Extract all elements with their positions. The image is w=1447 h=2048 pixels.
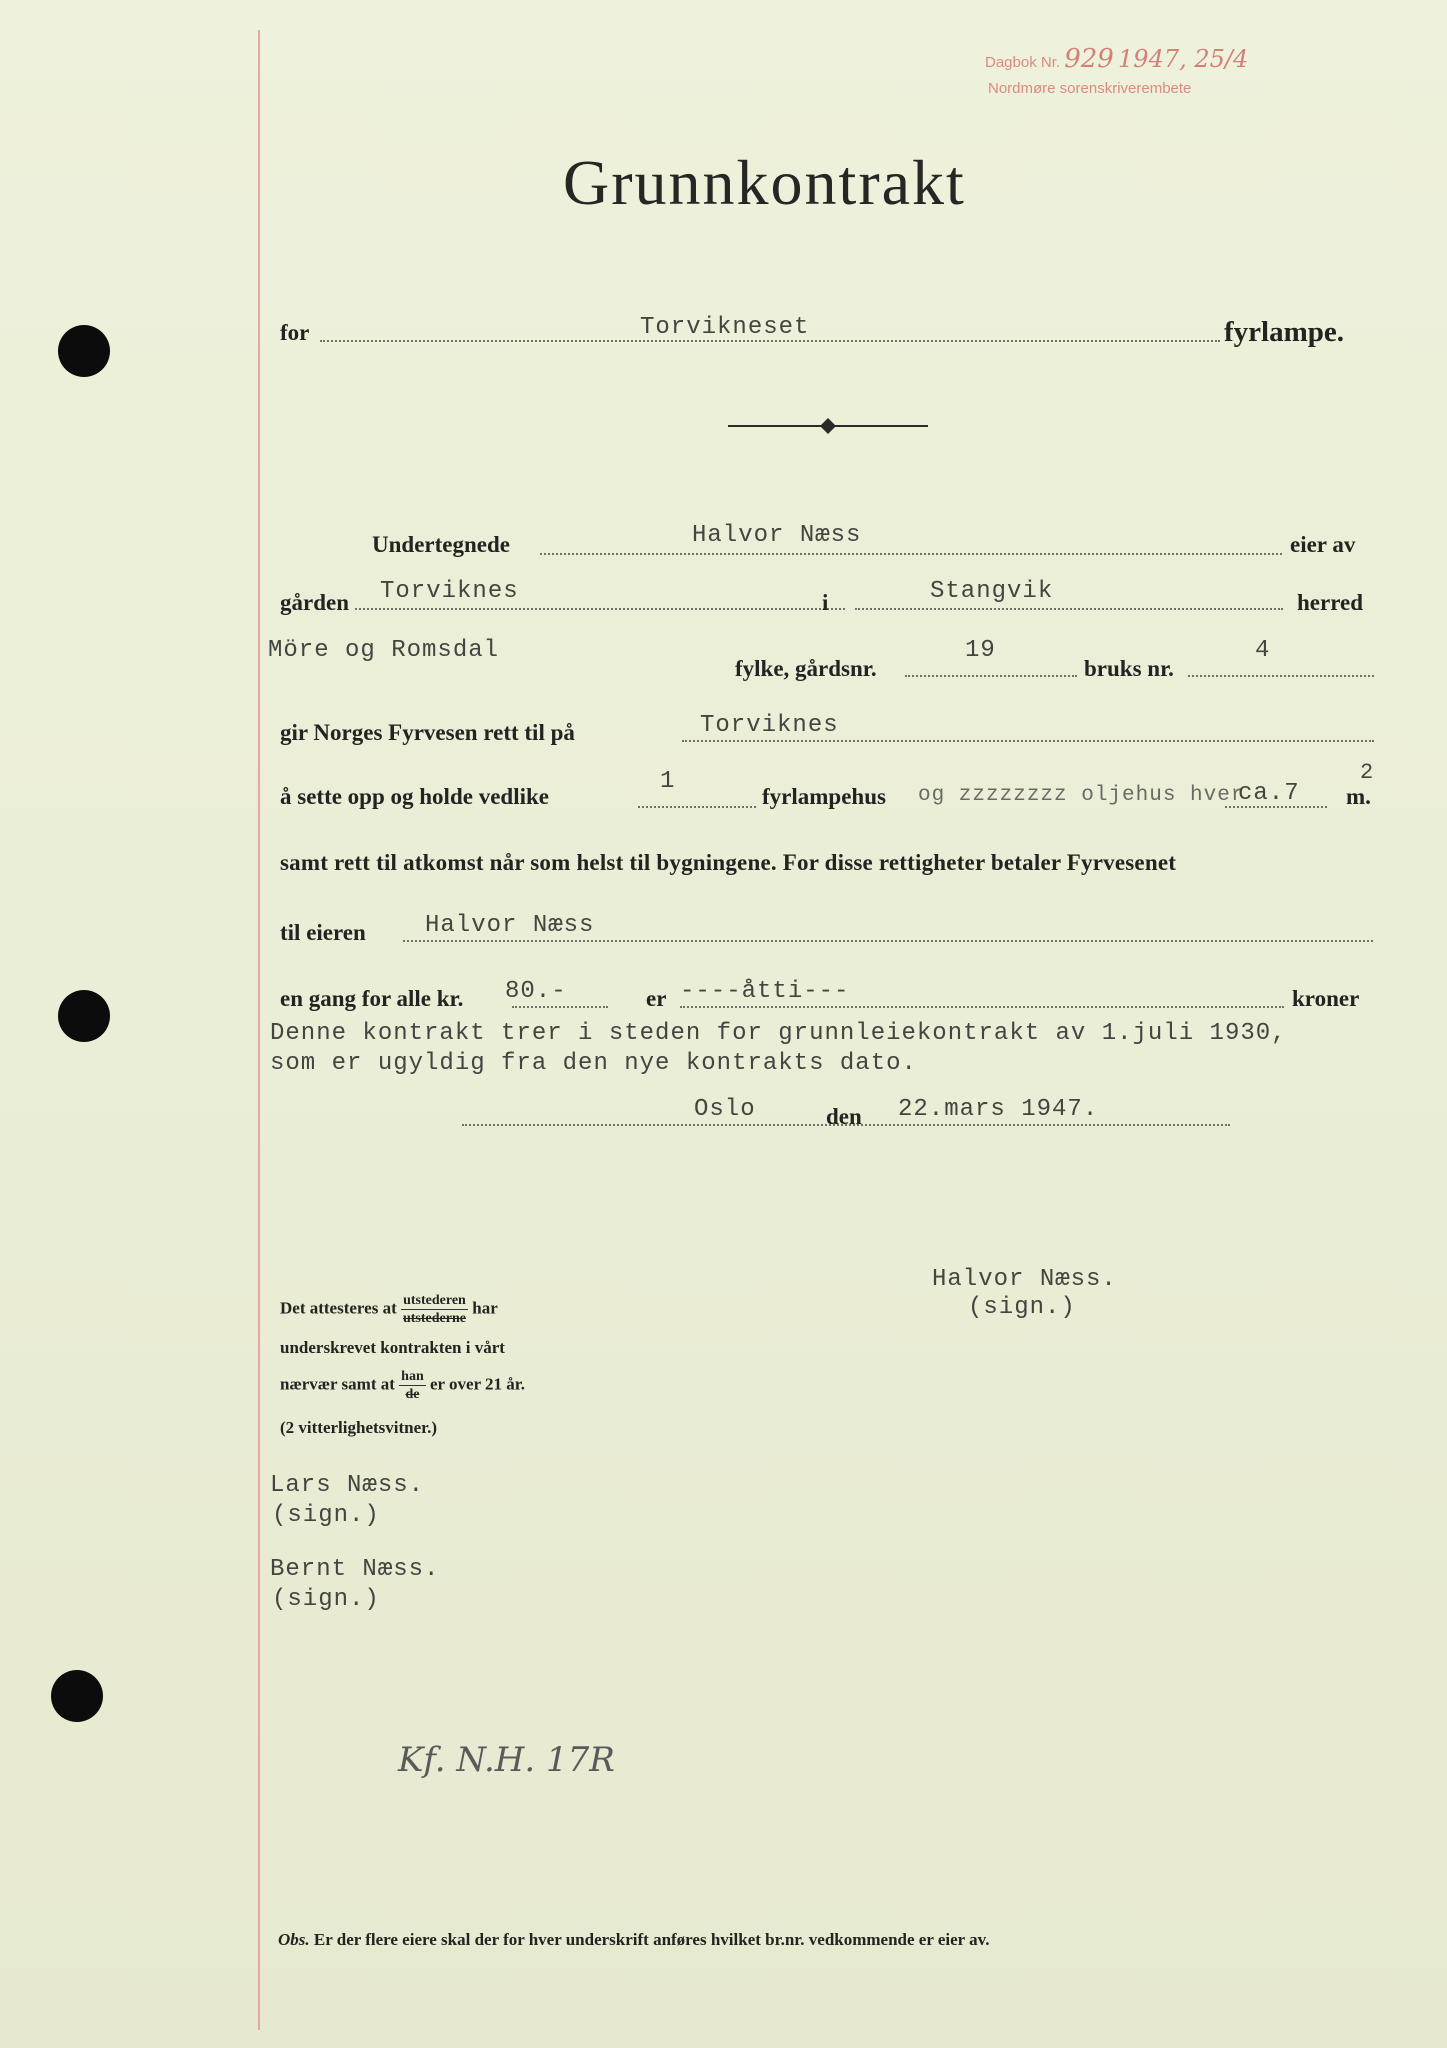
lighthouse-name: Torvikneset <box>640 314 810 341</box>
attest-presence: nærvær samt at <box>280 1374 395 1394</box>
bruksnr-label: bruks nr. <box>1084 656 1174 681</box>
payee-label: til eieren <box>280 920 366 945</box>
payment-words: ----åtti--- <box>680 978 850 1005</box>
stamp-label: Dagbok Nr. <box>985 54 1061 71</box>
owner-name: Halvor Næss <box>692 522 862 549</box>
garden-label: gården <box>280 590 349 615</box>
gardsnr-value: 19 <box>965 637 996 664</box>
owner-signature-name: Halvor Næss. <box>932 1266 1117 1293</box>
den-label: den <box>826 1104 862 1129</box>
punch-hole-bottom <box>51 1670 103 1722</box>
issuer-plural: utstederne <box>402 1311 466 1326</box>
contract-date: 22.mars 1947. <box>898 1096 1099 1123</box>
count-dotted-line <box>638 806 756 808</box>
kroner-label: kroner <box>1292 986 1360 1011</box>
pronoun-singular: han <box>401 1369 424 1384</box>
stamp-handwritten-number: 929 <box>1064 44 1114 74</box>
footer-note <box>278 1930 989 1950</box>
attest-har: har <box>472 1298 498 1318</box>
unit-label: m. <box>1346 784 1371 809</box>
witness-1-name: Lars Næss. <box>270 1472 425 1499</box>
attest-line-1 <box>280 1292 498 1327</box>
registry-stamp-line2: Nordmøre sorenskriverembete <box>988 80 1192 97</box>
footer-text: Er der flere eiere skal der for hver underskrift anføres hvilket br.nr. vedkommende er eier av. <box>313 1930 990 1949</box>
herred-label: herred <box>1297 590 1364 615</box>
amount-dotted-line <box>512 1006 608 1008</box>
payee-dotted-line <box>403 940 1373 942</box>
size-dotted-line <box>1225 806 1327 808</box>
stamp-date: 1947, 25/4 <box>1118 45 1249 73</box>
witness-1-sign: (sign.) <box>272 1502 380 1529</box>
punch-hole-middle <box>58 990 110 1042</box>
undertegnede-label: Undertegnede <box>372 532 510 557</box>
struck-out-text: og zzzzzzzz oljehus hver <box>918 784 1245 807</box>
issuer-fraction <box>401 1292 468 1327</box>
pronoun-plural: de <box>405 1387 420 1402</box>
note-line-1: Denne kontrakt trer i steden for grunnleiekontrakt av 1.juli 1930, <box>270 1020 1287 1047</box>
county-name: Möre og Romsdal <box>268 637 500 664</box>
access-text: samt rett til atkomst når som helst til bygningene. For disse rettigheter betaler Fyrvesenet <box>280 850 1177 875</box>
owner-dotted-line <box>540 553 1282 555</box>
house-count: 1 <box>660 768 676 795</box>
payee-name: Halvor Næss <box>425 912 595 939</box>
fylke-label: fylke, gårdsnr. <box>735 656 877 681</box>
issuer-singular: utstederen <box>401 1292 468 1310</box>
municipality-name: Stangvik <box>930 578 1054 605</box>
grant-location: Torviknes <box>700 712 839 739</box>
note-line-2: som er ugyldig fra den nye kontrakts dato. <box>270 1050 917 1077</box>
footer-obs-label: Obs. <box>278 1930 310 1949</box>
margin-rule <box>258 30 260 2030</box>
bruksnr-value: 4 <box>1255 637 1271 664</box>
i-label: i <box>822 590 829 615</box>
divider-ornament <box>728 414 928 438</box>
attest-line-4: (2 vitterlighetsvitner.) <box>280 1418 438 1437</box>
attest-line-2: underskrevet kontrakten i vårt <box>280 1338 505 1357</box>
owner-signature-sign: (sign.) <box>968 1294 1076 1321</box>
eier-av-label: eier av <box>1290 532 1356 557</box>
bruksnr-dotted-line <box>1188 675 1374 677</box>
document-title: Grunnkontrakt <box>563 147 966 218</box>
er-label: er <box>646 986 667 1011</box>
farm-name: Torviknes <box>380 578 519 605</box>
witness-2-name: Bernt Næss. <box>270 1556 440 1583</box>
grant-label: gir Norges Fyrvesen rett til på <box>280 720 575 745</box>
payment-amount: 80.- <box>505 978 567 1005</box>
fyrlampe-label: fyrlampe. <box>1224 316 1344 348</box>
punch-hole-top <box>58 325 110 377</box>
municipality-dotted-line <box>855 608 1283 610</box>
build-label: å sette opp og holde vedlike <box>280 784 549 809</box>
attest-age: er over 21 år. <box>429 1374 526 1394</box>
attest-prefix: Det attesteres at <box>280 1298 397 1318</box>
farm-dotted-line <box>355 608 845 610</box>
registry-stamp-line1 <box>985 44 1248 74</box>
pronoun-fraction <box>399 1368 426 1403</box>
area-superscript: 2 <box>1360 760 1375 785</box>
contract-place: Oslo <box>694 1096 756 1123</box>
handwritten-reference: Kf. N.H. 17R <box>398 1740 615 1780</box>
words-dotted-line <box>680 1006 1284 1008</box>
witness-2-sign: (sign.) <box>272 1586 380 1613</box>
fyrlampehus-label: fyrlampehus <box>762 784 886 809</box>
grant-dotted-line <box>682 740 1374 742</box>
payment-label: en gang for alle kr. <box>280 986 464 1011</box>
attest-line-3 <box>280 1368 525 1403</box>
gardsnr-dotted-line <box>905 675 1077 677</box>
house-size: ca.7 <box>1238 780 1300 807</box>
for-label: for <box>280 320 310 345</box>
